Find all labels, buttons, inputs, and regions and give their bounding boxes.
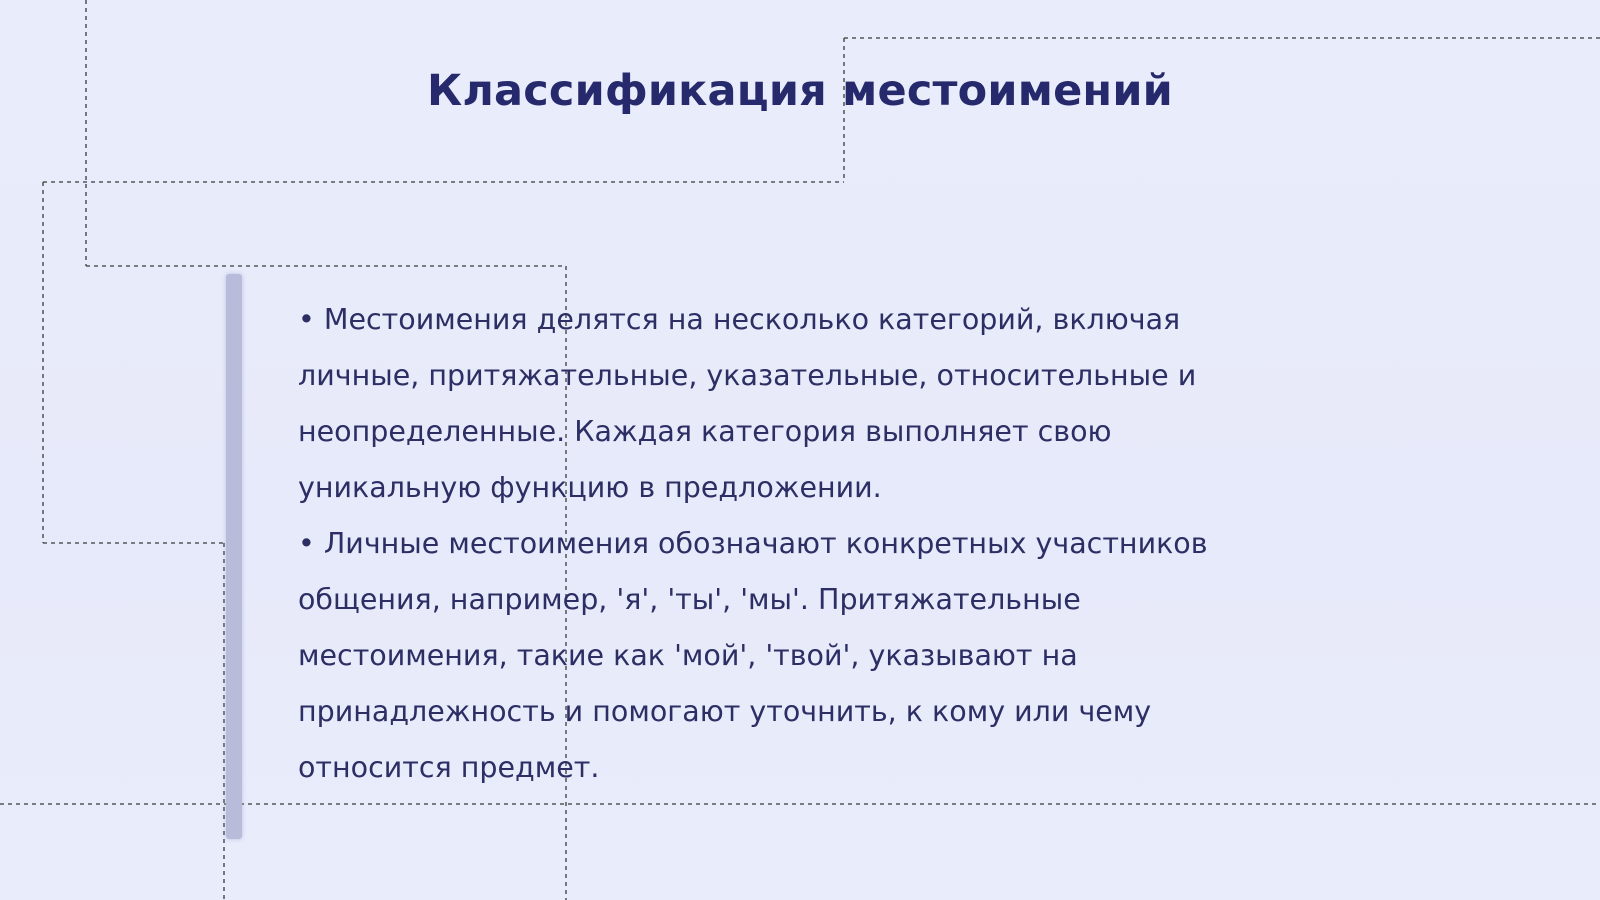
slide-body [298, 292, 1258, 796]
accent-bar [226, 274, 242, 839]
slide-title: Классификация местоимений [426, 66, 1173, 116]
bullet-paragraph: • Личные местоимения обозначают конкретных участников общения, например, 'я', 'ты', 'мы'. Притяжательные местоимения, такие как 'мой', 'твой', указывают на принадлежность и помогают уточнить, к кому или чему относится предмет. [298, 527, 1208, 784]
bullet-paragraph: • Местоимения делятся на несколько категорий, включая личные, притяжательные, указательные, относительные и неопределенные. Каждая категория выполняет свою уникальную функцию в предложении. [298, 303, 1197, 504]
